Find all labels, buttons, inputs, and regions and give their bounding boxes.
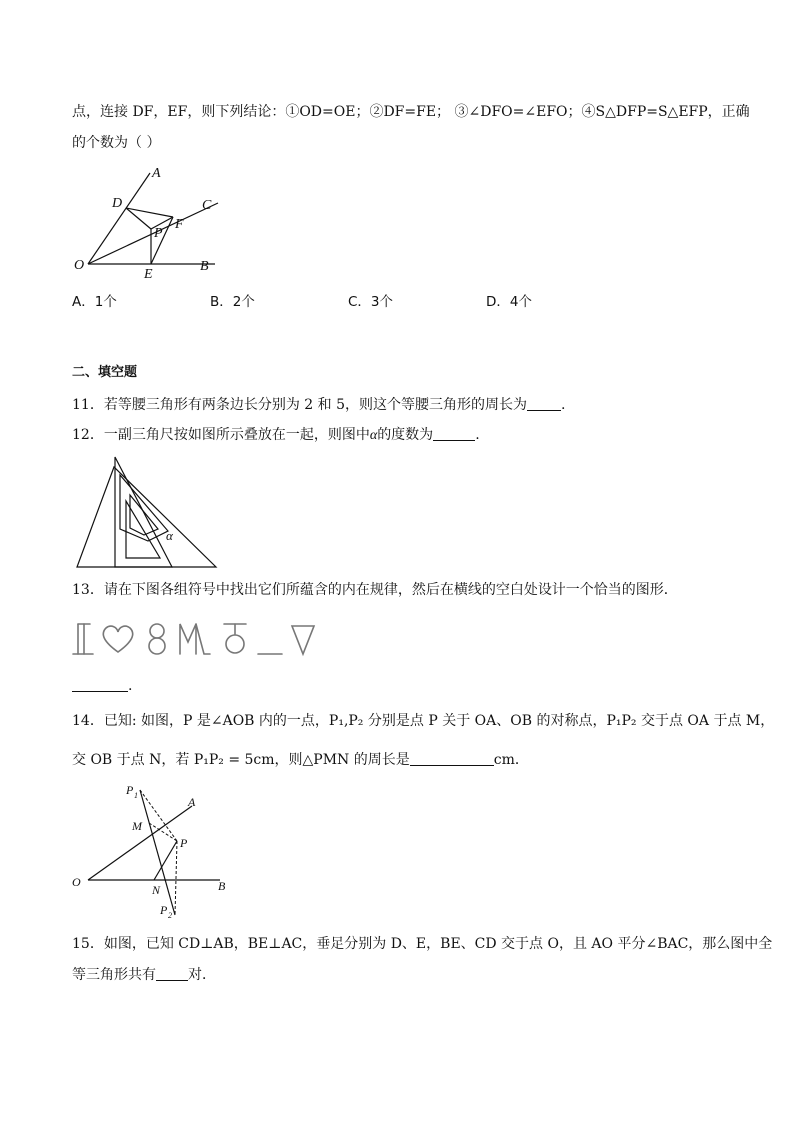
label-o: O <box>72 875 81 889</box>
label-p2-sub: 2 <box>168 911 172 920</box>
q10-line-1: 点，连接 DF，EF，则下列结论：①OD=OE；②DF=FE； ③∠DFO=∠EFO；④S△DFP=S△EFP，正确 <box>72 104 750 120</box>
symbol-v <box>292 626 314 654</box>
symbol-8 <box>149 624 165 654</box>
label-f: F <box>175 217 184 232</box>
label-o: O <box>74 258 85 273</box>
label-p: P <box>154 226 163 241</box>
label-alpha: α <box>166 528 173 543</box>
q14-unit: cm． <box>493 752 529 768</box>
section-title: 二、填空题 <box>72 365 138 380</box>
symbol-1 <box>73 624 93 654</box>
q14-line-1: 14．已知: 如图，P 是∠AOB 内的一点，P₁,P₂ 分别是点 P 关于 OA、OB 的对称点，P₁P₂ 交于点 OA 于点 M， <box>72 713 775 729</box>
q12-alpha: α <box>369 428 378 443</box>
q13-answer-line <box>72 676 132 696</box>
symbol-m <box>180 624 210 654</box>
q12-text: 12．一副三角尺按如图所示叠放在一起，则图中 <box>72 427 370 443</box>
symbol-5 <box>224 624 246 653</box>
q12-figure <box>74 455 224 570</box>
label-a: A <box>188 795 196 809</box>
label-b: B <box>218 879 226 893</box>
q13-symbols <box>70 618 320 658</box>
q15-line-1: 15．如图，已知 CD⊥AB，BE⊥AC，垂足分别为 D、E，BE、CD 交于点 O，且 AO 平分∠BAC，那么图中全 <box>72 936 773 952</box>
label-p: P <box>180 836 188 850</box>
choice-a[interactable]: A．1个 <box>72 294 117 310</box>
q13-period: . <box>128 678 133 694</box>
seg-pn <box>154 841 177 880</box>
q14-figure <box>70 782 245 922</box>
q13-blank[interactable] <box>72 677 128 692</box>
q12-line <box>72 425 480 446</box>
q15-blank[interactable] <box>156 966 188 981</box>
q12-text-middle: 的度数为 <box>377 427 434 443</box>
seg-df <box>126 208 173 217</box>
q10-figure <box>70 165 240 285</box>
q11-text: 11．若等腰三角形有两条边长分别为 2 和 5，则这个等腰三角形的周长为 <box>72 397 527 413</box>
label-p1: P <box>126 783 134 797</box>
seg-dp <box>126 208 151 229</box>
q11-line <box>72 395 565 415</box>
ray-oc <box>88 203 218 264</box>
q11-blank[interactable] <box>527 396 561 411</box>
label-d: D <box>112 196 123 211</box>
dash-pp2 <box>175 841 177 915</box>
label-p2: P <box>160 903 168 917</box>
q11-period: . <box>560 397 566 413</box>
label-m: M <box>132 819 142 833</box>
label-a: A <box>152 166 161 181</box>
choice-b[interactable]: B．2个 <box>210 294 255 310</box>
q14-line-2 <box>72 750 529 770</box>
q15-line-2 <box>72 965 216 985</box>
label-c: C <box>202 198 212 213</box>
q14-text: 交 OB 于点 N，若 P₁P₂ = 5cm，则△PMN 的周长是 <box>72 752 410 768</box>
ray-oa <box>88 173 150 264</box>
dash-p1p <box>140 790 177 841</box>
q13-line: 13．请在下图各组符号中找出它们所蕴含的内在规律，然后在横线的空白处设计一个恰当的图形． <box>72 582 678 598</box>
choice-d[interactable]: D．4个 <box>486 294 532 310</box>
q10-line-2: 的个数为（ ） <box>72 135 161 151</box>
q15-suffix: 对． <box>188 967 216 983</box>
label-p1-sub: 1 <box>134 791 138 800</box>
q14-blank[interactable] <box>410 751 494 766</box>
q15-text: 等三角形共有 <box>72 967 156 983</box>
q12-blank[interactable] <box>433 426 475 441</box>
choice-c[interactable]: C．3个 <box>348 294 394 310</box>
label-e: E <box>144 267 153 282</box>
q12-period: . <box>475 427 480 443</box>
set-square-inner <box>126 501 160 558</box>
label-b: B <box>200 259 209 274</box>
symbol-heart <box>103 626 132 652</box>
label-n: N <box>152 883 161 897</box>
